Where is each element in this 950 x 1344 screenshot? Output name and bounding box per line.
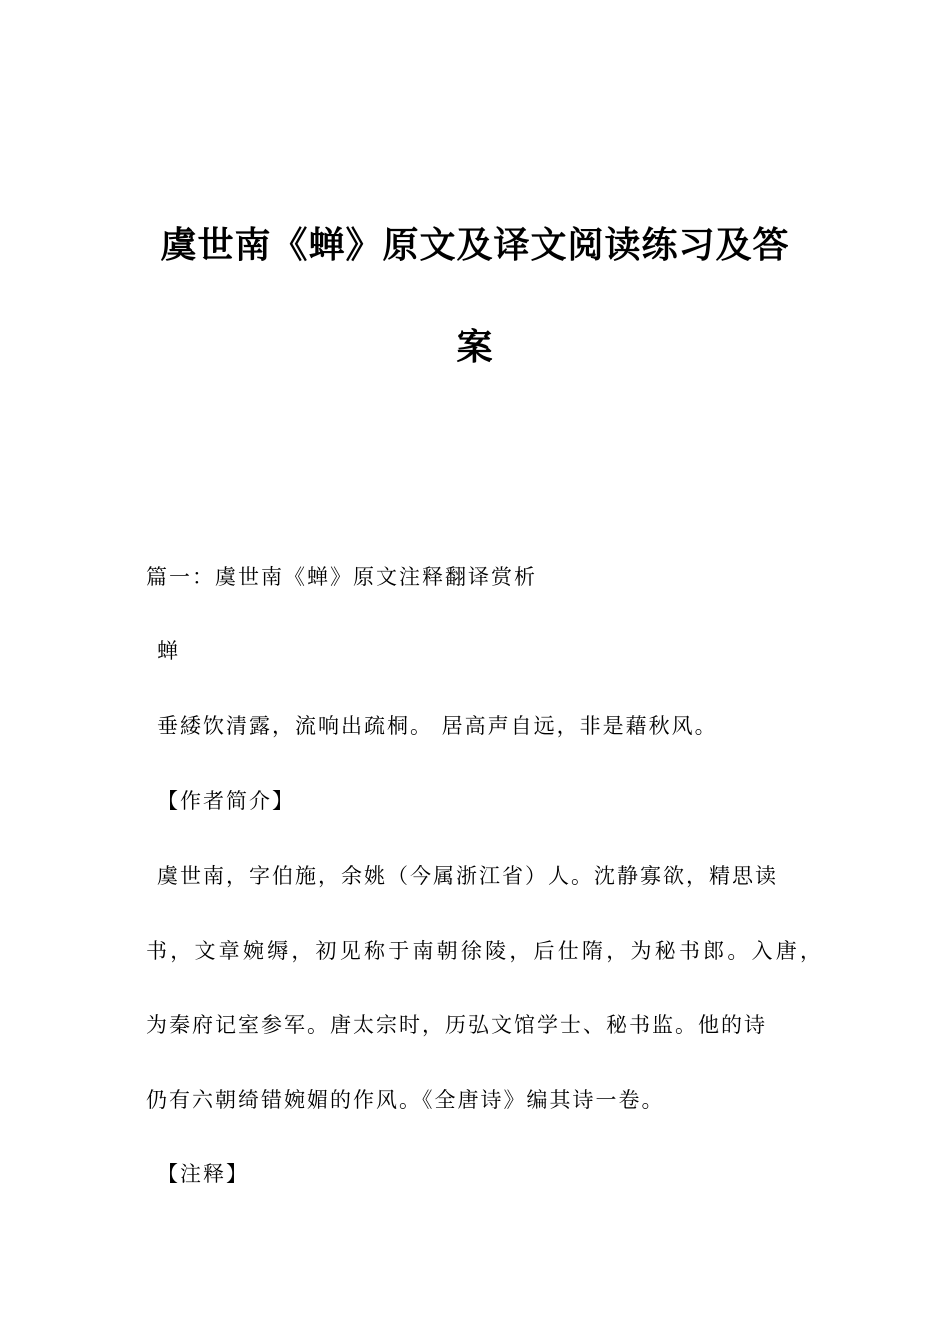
- author-heading: 【作者简介】: [157, 789, 295, 813]
- poem-title: 蝉: [157, 639, 180, 663]
- author-paragraph-line: 仍有六朝绮错婉媚的作风。《全唐诗》编其诗一卷。: [146, 1088, 665, 1112]
- document-title-line-1: 虞世南《蝉》原文及译文阅读练习及答: [160, 225, 790, 266]
- author-paragraph-line: 书，文章婉缛，初见称于南朝徐陵，后仕隋，为秘书郎。入唐，: [146, 939, 822, 963]
- notes-heading: 【注释】: [157, 1162, 249, 1186]
- document-title-line-2: 案: [456, 327, 494, 368]
- author-paragraph-line: 为秦府记室参军。唐太宗时，历弘文馆学士、秘书监。他的诗: [146, 1013, 767, 1037]
- author-paragraph-line: 虞世南，字伯施，余姚（今属浙江省）人。沈静寡欲，精思读: [157, 864, 778, 888]
- section-heading: 篇一：虞世南《蝉》原文注释翻译赏析: [146, 565, 537, 589]
- poem-text: 垂緌饮清露，流响出疏桐。 居高声自远，非是藉秋风。: [157, 714, 718, 738]
